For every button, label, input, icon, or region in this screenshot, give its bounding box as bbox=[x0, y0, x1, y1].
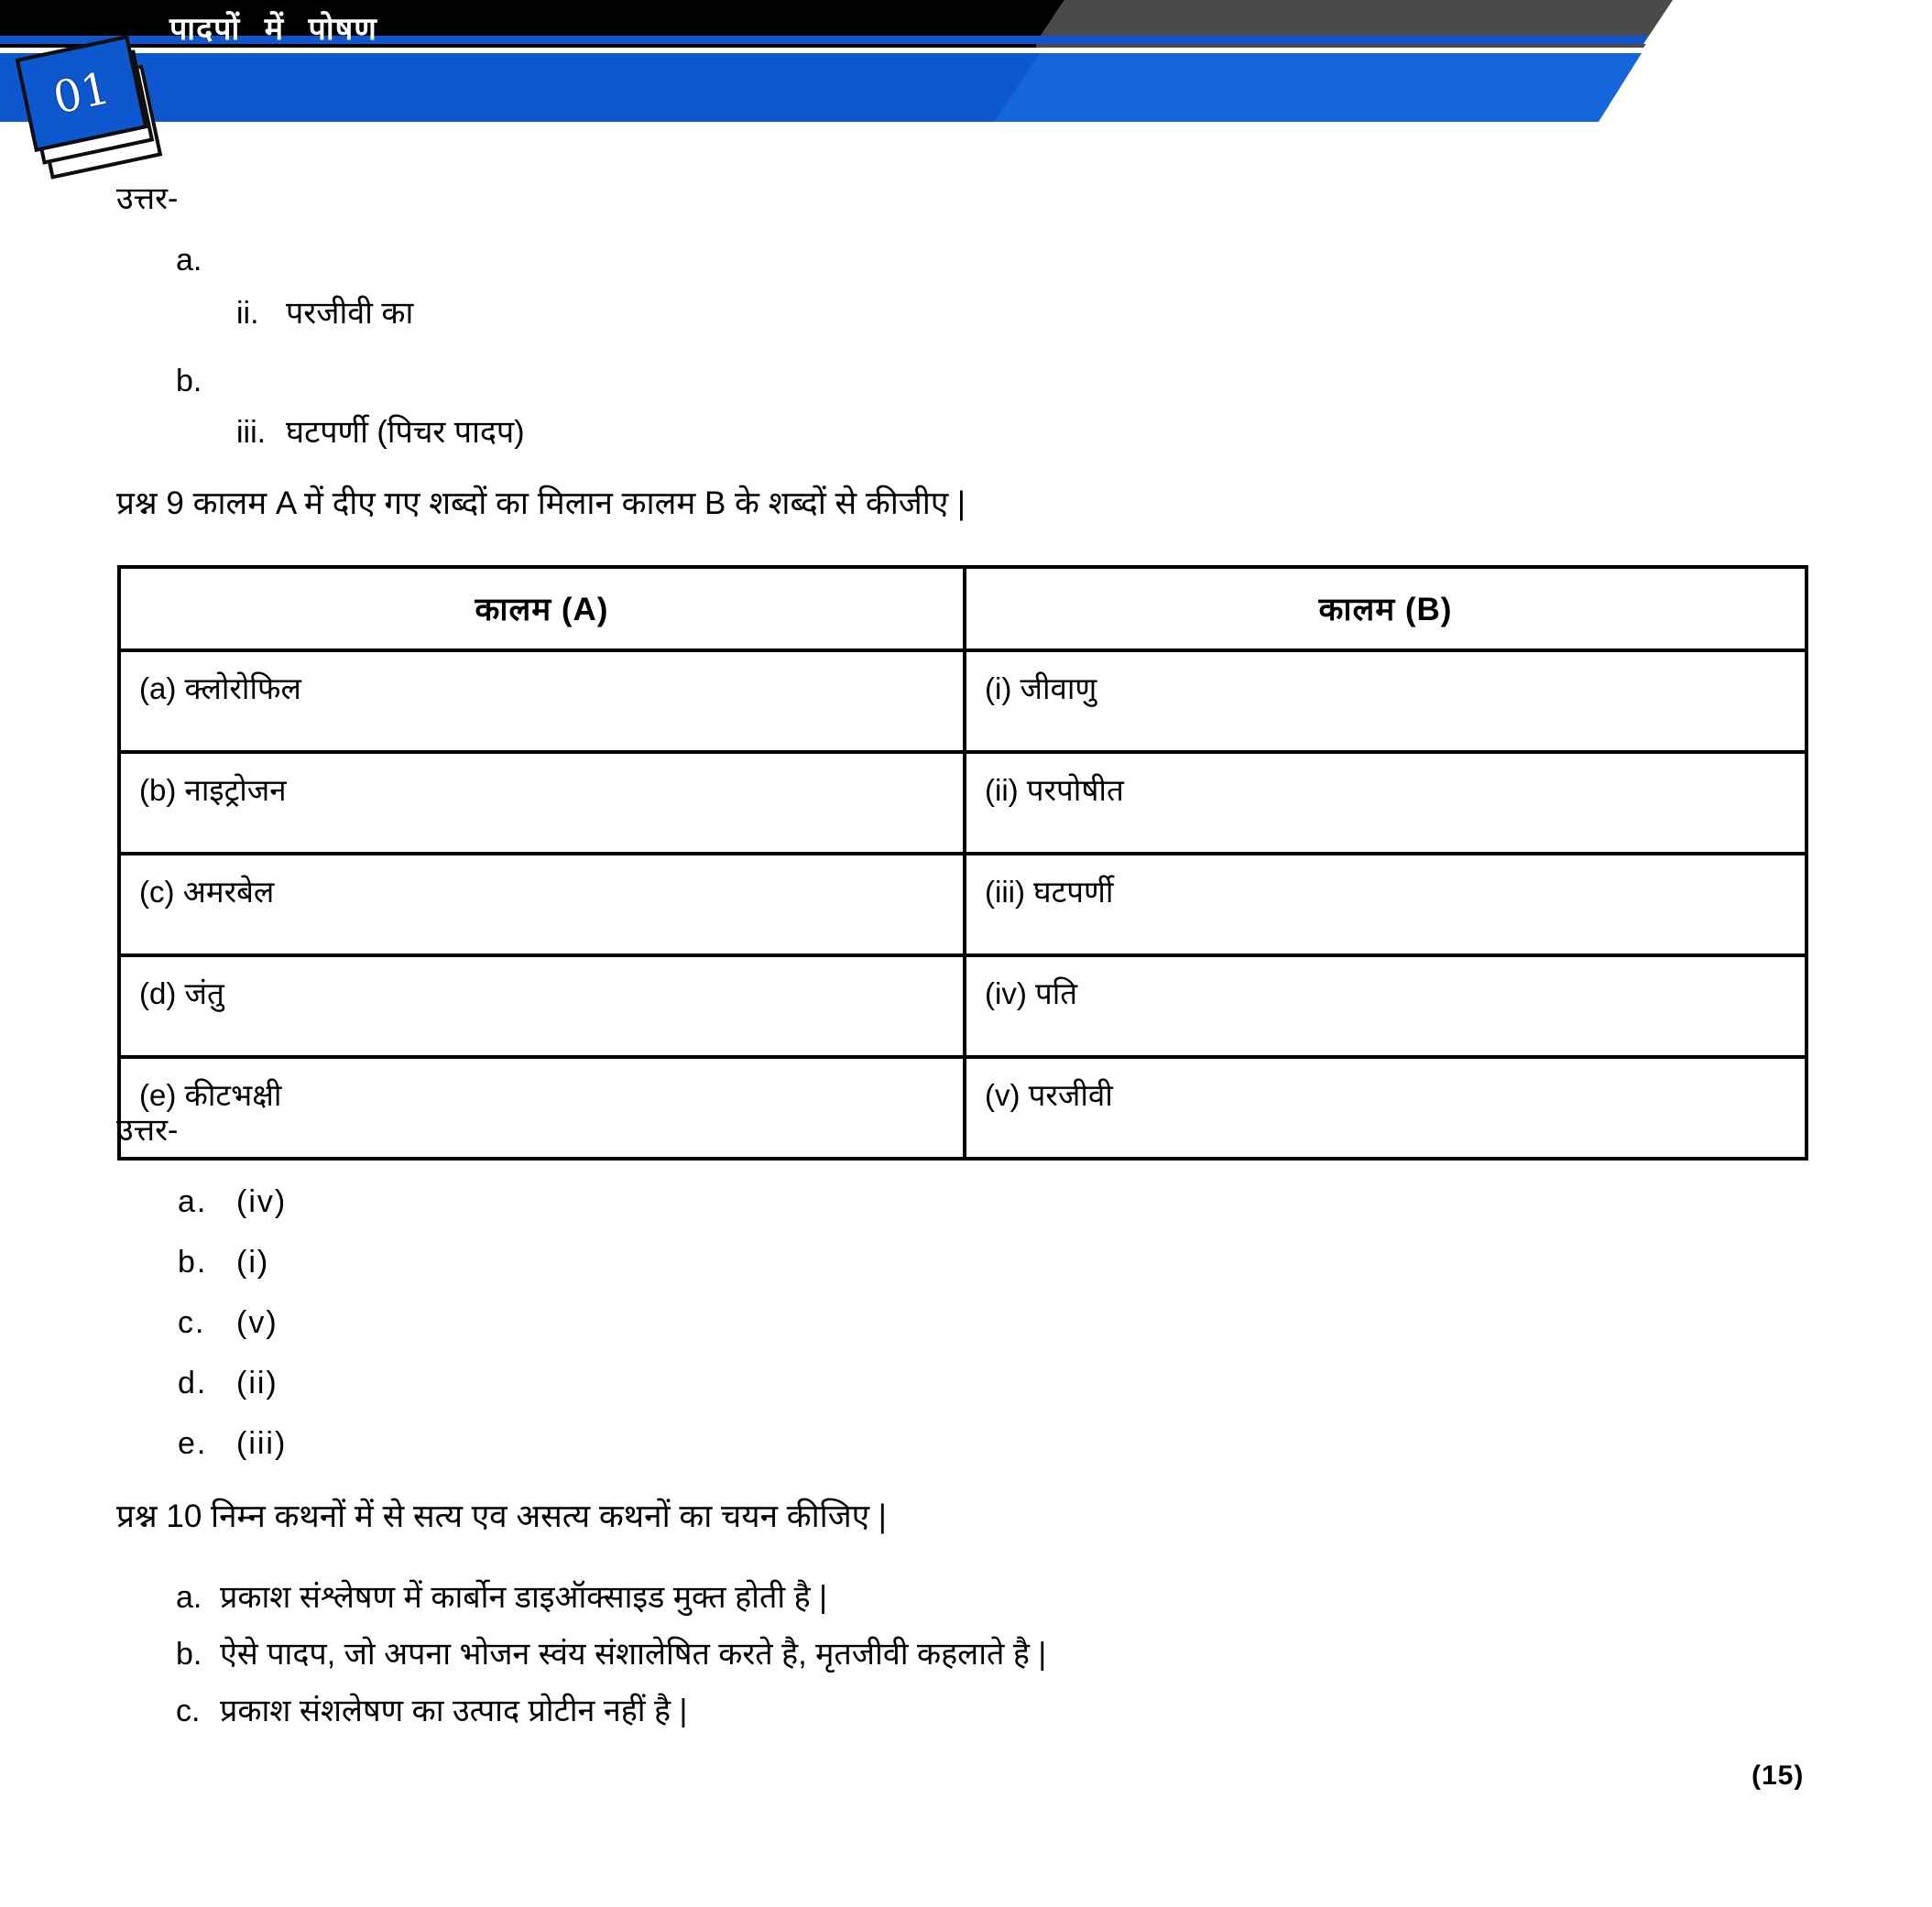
chapter-banner bbox=[0, 53, 1642, 125]
table-cell: (iii) घटपर्णी bbox=[965, 854, 1806, 955]
item-marker: b. bbox=[178, 1245, 208, 1280]
table-cell: (ii) परपोषीत bbox=[965, 752, 1806, 854]
statement-text: प्रकाश संश्लेषण में कार्बोन डाइऑक्साइड मुक्त होती है | bbox=[220, 1580, 827, 1615]
table-header-row bbox=[119, 567, 1806, 650]
table-row bbox=[119, 955, 1806, 1057]
q9-answer-e bbox=[178, 1423, 287, 1464]
item-marker: e. bbox=[178, 1426, 208, 1461]
table-row bbox=[119, 1057, 1806, 1159]
q9-answer-label: उत्तर- bbox=[116, 1113, 179, 1148]
table-cell: (iv) पति bbox=[965, 955, 1806, 1057]
q8-answer-item-b bbox=[176, 361, 202, 401]
header-top-bar-black bbox=[0, 0, 1064, 36]
table-row bbox=[119, 650, 1806, 752]
item-value: (ii) bbox=[236, 1366, 278, 1400]
item-value: (iv) bbox=[236, 1184, 288, 1219]
item-marker: iii. bbox=[236, 415, 267, 450]
table-row bbox=[119, 854, 1806, 955]
table-cell: (c) अमरबेल bbox=[119, 854, 965, 955]
q10-statement-a bbox=[176, 1577, 827, 1618]
table-cell: (e) कीटभक्षी bbox=[119, 1057, 965, 1159]
table-cell: (i) जीवाणु bbox=[965, 650, 1806, 752]
item-marker: d. bbox=[178, 1366, 208, 1400]
item-value: (iii) bbox=[236, 1426, 288, 1461]
question10-prompt: प्रश्न 10 निम्न कथनों में से सत्य एव असत्य कथनों का चयन कीजिए | bbox=[116, 1498, 887, 1534]
item-marker: a. bbox=[178, 1184, 208, 1219]
q8-answer-item-biii bbox=[236, 412, 525, 452]
page-number: (15) bbox=[1752, 1760, 1805, 1791]
q10-statement-b bbox=[176, 1634, 1046, 1674]
header-underline-gray bbox=[1036, 44, 1646, 48]
q8-answer-label: उत्तर- bbox=[116, 181, 179, 216]
table-cell: (b) नाइट्रोजन bbox=[119, 752, 965, 854]
item-value: (v) bbox=[236, 1305, 278, 1340]
column-b-header: कालम (B) bbox=[965, 567, 1806, 650]
chapter-number: 01 bbox=[49, 62, 115, 125]
item-text: घटपर्णी (पिचर पादप) bbox=[286, 415, 525, 450]
q8-answer-item-a bbox=[176, 240, 202, 280]
chapter-banner-highlight bbox=[994, 53, 1642, 122]
matching-table bbox=[117, 565, 1808, 1161]
item-marker: c. bbox=[178, 1305, 206, 1340]
q9-answer-c bbox=[178, 1302, 278, 1343]
statement-text: प्रकाश संशलेषण का उत्पाद प्रोटीन नहीं है | bbox=[220, 1694, 688, 1728]
item-marker: b. bbox=[176, 1637, 202, 1672]
header-top-bar-gray bbox=[1041, 0, 1673, 36]
statement-text: ऐसे पादप, जो अपना भोजन स्वंय संशालेषित करते है, मृतजीवी कहलाते है | bbox=[220, 1637, 1047, 1672]
item-value: (i) bbox=[236, 1245, 270, 1280]
q9-answer-b bbox=[178, 1242, 269, 1282]
item-marker: a. bbox=[176, 243, 202, 278]
item-text: परजीवी का bbox=[286, 296, 414, 331]
item-marker: a. bbox=[176, 1580, 202, 1615]
table-cell: (v) परजीवी bbox=[965, 1057, 1806, 1159]
column-a-header: कालम (A) bbox=[119, 567, 965, 650]
q9-answer-a bbox=[178, 1182, 287, 1222]
table-cell: (d) जंतु bbox=[119, 955, 965, 1057]
table-cell: (a) क्लोरोफिल bbox=[119, 650, 965, 752]
question9-prompt: प्रश्न 9 कालम A में दीए गए शब्दों का मिलान कालम B के शब्दों से कीजीए | bbox=[116, 485, 966, 521]
q9-answer-d bbox=[178, 1363, 278, 1403]
book-pages-icon bbox=[18, 42, 174, 198]
item-marker: b. bbox=[176, 364, 202, 398]
item-marker: c. bbox=[176, 1694, 201, 1728]
item-marker: ii. bbox=[236, 296, 259, 331]
q8-answer-item-aii bbox=[236, 293, 413, 333]
chapter-title: पादपों में पोषण bbox=[169, 12, 377, 47]
q10-statement-c bbox=[176, 1691, 687, 1731]
table-row bbox=[119, 752, 1806, 854]
